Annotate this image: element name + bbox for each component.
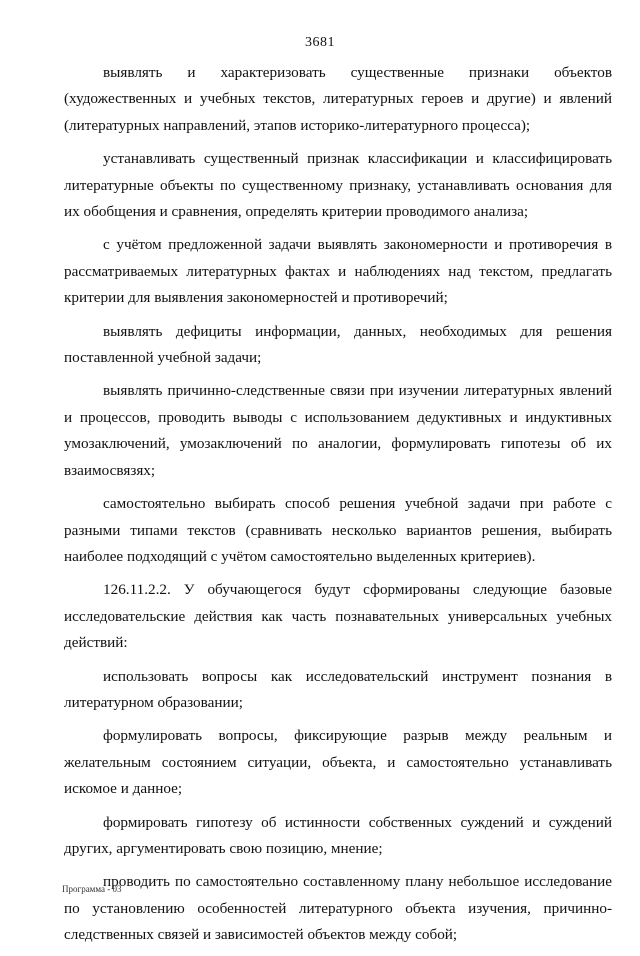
- page-number: 3681: [305, 35, 335, 50]
- paragraph: 126.11.2.2. У обучающегося будут сформированы следующие базовые исследовательские действия как часть познавательных универсальных учебных действий:: [64, 581, 612, 652]
- document-body: [64, 60, 612, 956]
- paragraph: устанавливать существенный признак классификации и классифицировать литературные объекты по существенному признаку, устанавливать основания для их обобщения и сравнения, определять критерии проводимого анализа;: [64, 150, 612, 221]
- paragraph: выявлять причинно-следственные связи при изучении литературных явлений и процессов, проводить выводы с использованием дедуктивных и индуктивных умозаключений, умозаключений по аналогии, формулировать гипотезы об их взаимосвязях;: [64, 382, 612, 479]
- paragraph: формулировать вопросы, фиксирующие разрыв между реальным и желательным состоянием ситуации, объекта, и самостоятельно устанавливать искомое и данное;: [64, 727, 612, 798]
- paragraph: выявлять дефициты информации, данных, необходимых для решения поставленной учебной задачи;: [64, 322, 612, 367]
- footer-label: Программа - 03: [62, 884, 122, 894]
- paragraph: выявлять и характеризовать существенные признаки объектов (художественных и учебных текстов, литературных героев и другие) и явлений (литературных направлений, этапов историко-литературного процесса);: [64, 64, 612, 134]
- paragraph: формировать гипотезу об истинности собственных суждений и суждений других, аргументировать свою позицию, мнение;: [64, 813, 612, 857]
- paragraph: использовать вопросы как исследовательский инструмент познания в литературном образовании;: [64, 667, 612, 711]
- paragraph: проводить по самостоятельно составленному плану небольшое исследование по установлению особенностей литературного объекта изучения, причинно-следственных связей и зависимостей объектов между собой;: [64, 873, 612, 944]
- paragraph: с учётом предложенной задачи выявлять закономерности и противоречия в рассматриваемых литературных фактах и наблюдениях над текстом, предлагать критерии для выявления закономерностей и противоречий;: [64, 236, 612, 307]
- paragraph: самостоятельно выбирать способ решения учебной задачи при работе с разными типами текстов (сравнивать несколько вариантов решения, выбирать наиболее подходящий с учётом самостоятельно выделенных критериев).: [64, 495, 612, 565]
